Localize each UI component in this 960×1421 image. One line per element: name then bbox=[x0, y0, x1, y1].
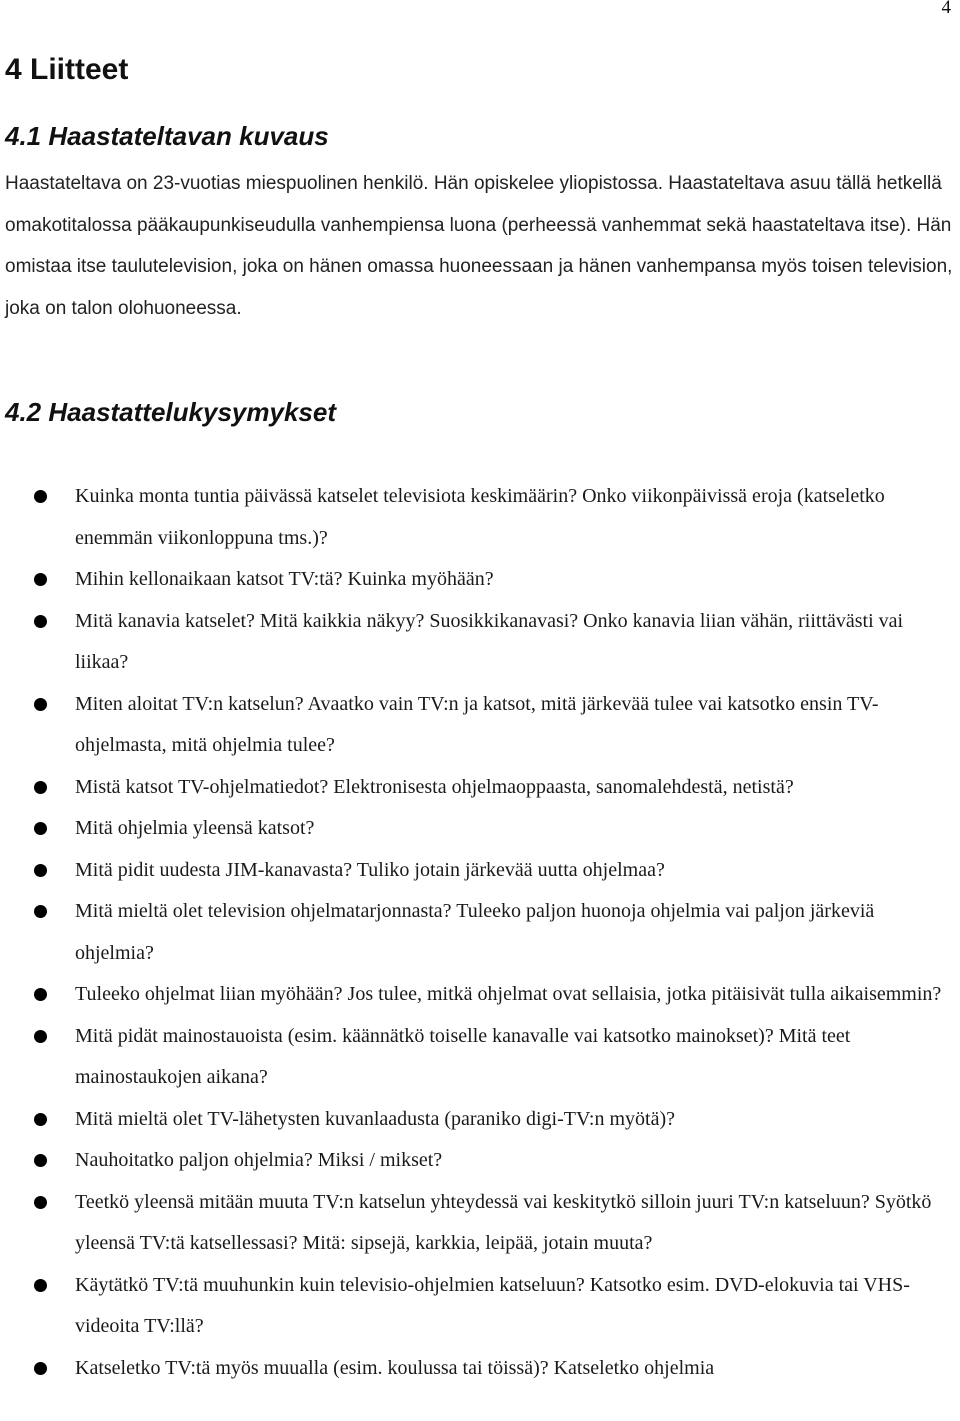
bullet-icon bbox=[34, 698, 47, 711]
subsection-title-questions: 4.2 Haastattelukysymykset bbox=[5, 397, 336, 427]
question-item bbox=[0, 684, 960, 767]
question-text: Mitä pidit uudesta JIM-kanavasta? Tuliko jotain järkevää uutta ohjelmaa? bbox=[75, 858, 665, 881]
bullet-icon bbox=[34, 490, 47, 503]
question-text: Mitä kanavia katselet? Mitä kaikkia näkyy? Suosikkikanavasi? Onko kanavia liian vähän, riittävästi vai liikaa? bbox=[75, 609, 904, 673]
question-text: Mitä pidät mainostauoista (esim. käännätkö toiselle kanavalle vai katsotko mainokset)? Mitä teet mainostaukojen aikana? bbox=[75, 1024, 851, 1088]
question-item bbox=[0, 1140, 960, 1182]
question-text: Mistä katsot TV-ohjelmatiedot? Elektronisesta ohjelmaoppaasta, sanomalehdestä, netistä? bbox=[75, 775, 794, 798]
question-item bbox=[0, 1265, 960, 1348]
section-title: 4 Liitteet bbox=[5, 53, 129, 86]
question-item bbox=[0, 767, 960, 809]
question-text: Nauhoitatko paljon ohjelmia? Miksi / mikset? bbox=[75, 1149, 443, 1171]
question-text: Miten aloitat TV:n katselun? Avaatko vain TV:n ja katsot, mitä järkevää tulee vai katsotko ensin TV-ohjelmasta, mitä ohjelmia tulee? bbox=[75, 692, 879, 756]
question-item bbox=[0, 850, 960, 892]
question-item bbox=[0, 1182, 960, 1265]
question-item bbox=[0, 1016, 960, 1099]
question-item bbox=[0, 808, 960, 850]
question-item bbox=[0, 601, 960, 684]
bullet-icon bbox=[34, 781, 47, 794]
bullet-icon bbox=[34, 1030, 47, 1043]
bullet-icon bbox=[34, 1113, 47, 1126]
bullet-icon bbox=[34, 1154, 47, 1167]
bullet-icon bbox=[34, 1362, 47, 1375]
question-text: Mihin kellonaikaan katsot TV:tä? Kuinka myöhään? bbox=[75, 568, 494, 590]
page-number: 4 bbox=[941, 0, 951, 18]
question-text: Mitä ohjelmia yleensä katsot? bbox=[75, 817, 315, 839]
bullet-icon bbox=[34, 905, 47, 918]
question-item bbox=[0, 1099, 960, 1141]
question-list bbox=[0, 476, 960, 1389]
question-text: Tuleeko ohjelmat liian myöhään? Jos tulee, mitkä ohjelmat ovat sellaisia, jotka pitäisivät tulla aikaisemmin? bbox=[75, 983, 942, 1005]
interviewee-description: Haastateltava on 23-vuotias miespuolinen henkilö. Hän opiskelee yliopistossa. Haastateltava asuu tällä hetkellä omakotitalossa pääkaupunkiseudulla vanhempiensa luona (perheessä vanhemmat sekä haastateltava itse). Hän omistaa itse taulutelevision, joka on hänen omassa huoneessaan ja hänen vanhempansa myös toisen television, joka on talon olohuoneessa. bbox=[5, 173, 953, 319]
question-text: Teetkö yleensä mitään muuta TV:n katselun yhteydessä vai keskitytkö silloin juuri TV:n katseluun? Syötkö yleensä TV:tä katsellessasi? Mitä: sipsejä, karkkia, leipää, jotain muuta? bbox=[75, 1190, 932, 1254]
bullet-icon bbox=[34, 615, 47, 628]
question-text: Käytätkö TV:tä muuhunkin kuin televisio-ohjelmien katseluun? Katsotko esim. DVD-elokuvia tai VHS-videoita TV:llä? bbox=[75, 1273, 910, 1337]
subsection-title-interviewee: 4.1 Haastateltavan kuvaus bbox=[5, 121, 329, 151]
bullet-icon bbox=[34, 864, 47, 877]
question-text: Mitä mieltä olet TV-lähetysten kuvanlaadusta (paraniko digi-TV:n myötä)? bbox=[75, 1107, 676, 1130]
question-text: Kuinka monta tuntia päivässä katselet televisiota keskimäärin? Onko viikonpäivissä eroja (katseletko enemmän viikonloppuna tms.)? bbox=[75, 485, 885, 549]
question-item bbox=[0, 1348, 960, 1390]
bullet-icon bbox=[34, 1196, 47, 1209]
question-item bbox=[0, 974, 960, 1016]
question-item bbox=[0, 891, 960, 974]
question-text: Katseletko TV:tä myös muualla (esim. koulussa tai töissä)? Katseletko ohjelmia bbox=[75, 1356, 715, 1379]
bullet-icon bbox=[34, 573, 47, 586]
bullet-icon bbox=[34, 1279, 47, 1292]
bullet-icon bbox=[34, 988, 47, 1001]
bullet-icon bbox=[34, 822, 47, 835]
question-item bbox=[0, 559, 960, 601]
question-text: Mitä mieltä olet television ohjelmatarjonnasta? Tuleeko paljon huonoja ohjelmia vai paljon järkeviä ohjelmia? bbox=[75, 900, 875, 964]
question-item bbox=[0, 476, 960, 559]
